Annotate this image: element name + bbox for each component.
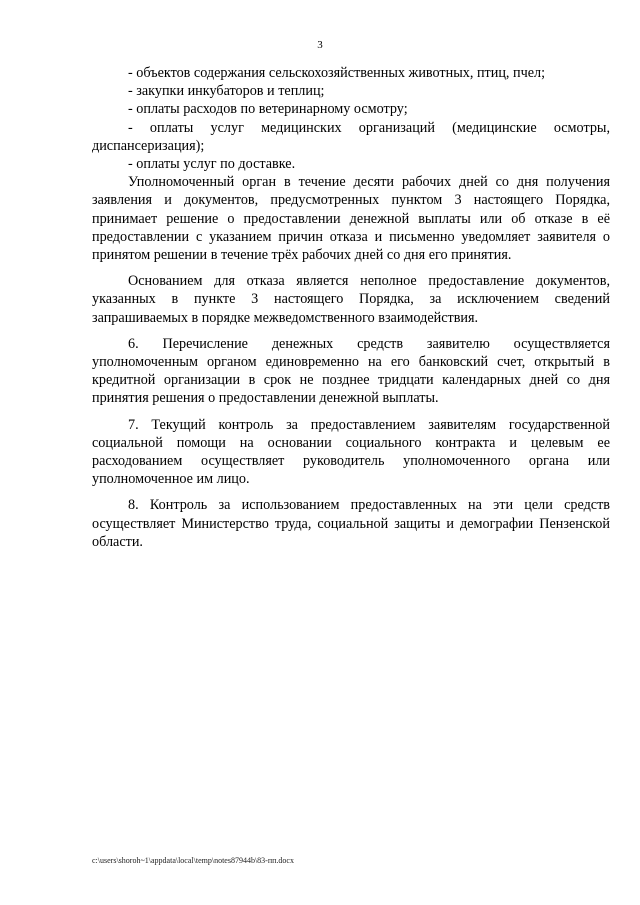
paragraph-decision-term: Уполномоченный орган в течение десяти рабочих дней со дня получения заявления и документов, предусмотренных пунктом 3 настоящего Порядка, принимает решение о предоставлении денежной выплаты или об отказе в её предоставлении с указанием причин отказа и письменно уведомляет заявителя о принятом решении в течение трёх рабочих дней со дня его принятия. <box>92 174 610 264</box>
footer-file-path: c:\users\shoroh~1\appdata\local\temp\notes87944b\83-пп.docx <box>92 856 294 865</box>
list-item: - объектов содержания сельскохозяйственных животных, птиц, пчел; <box>128 65 546 81</box>
paragraph-gap <box>92 264 610 272</box>
paragraph-item-6: 6. Перечисление денежных средств заявителю осуществляется уполномоченным органом единовременно на его банковский счет, открытый в кредитной организации в срок не позднее тридцати календарных дней со дня принятия решения о предоставлении денежной выплаты. <box>92 335 610 407</box>
paragraph-gap <box>92 327 610 335</box>
list-item: - оплаты расходов по ветеринарному осмотру; <box>128 101 408 118</box>
page-number: 3 <box>317 39 323 51</box>
paragraph-gap <box>92 488 610 496</box>
list-item: - оплаты услуг медицинских организаций (медицинские осмотры, диспансеризация); <box>92 119 610 154</box>
paragraph-refusal-grounds: Основанием для отказа является неполное предоставление документов, указанных в пункте 3 настоящего Порядка, за исключением сведений запрашиваемых в порядке межведомственного взаимодействия. <box>92 273 610 326</box>
list-item: - закупки инкубаторов и теплиц; <box>128 83 325 100</box>
document-body <box>92 64 610 551</box>
paragraph-gap <box>92 408 610 416</box>
paragraph-item-8: 8. Контроль за использованием предоставленных на эти цели средств осуществляет Министерство труда, социальной защиты и демографии Пензенской области. <box>92 497 610 550</box>
paragraph-item-7: 7. Текущий контроль за предоставлением заявителям государственной социальной помощи на основании социального контракта и целевым ее расходованием осуществляет руководитель уполномоченного органа или уполномоченное им лицо. <box>92 416 610 488</box>
list-item: - оплаты услуг по доставке. <box>128 156 296 173</box>
